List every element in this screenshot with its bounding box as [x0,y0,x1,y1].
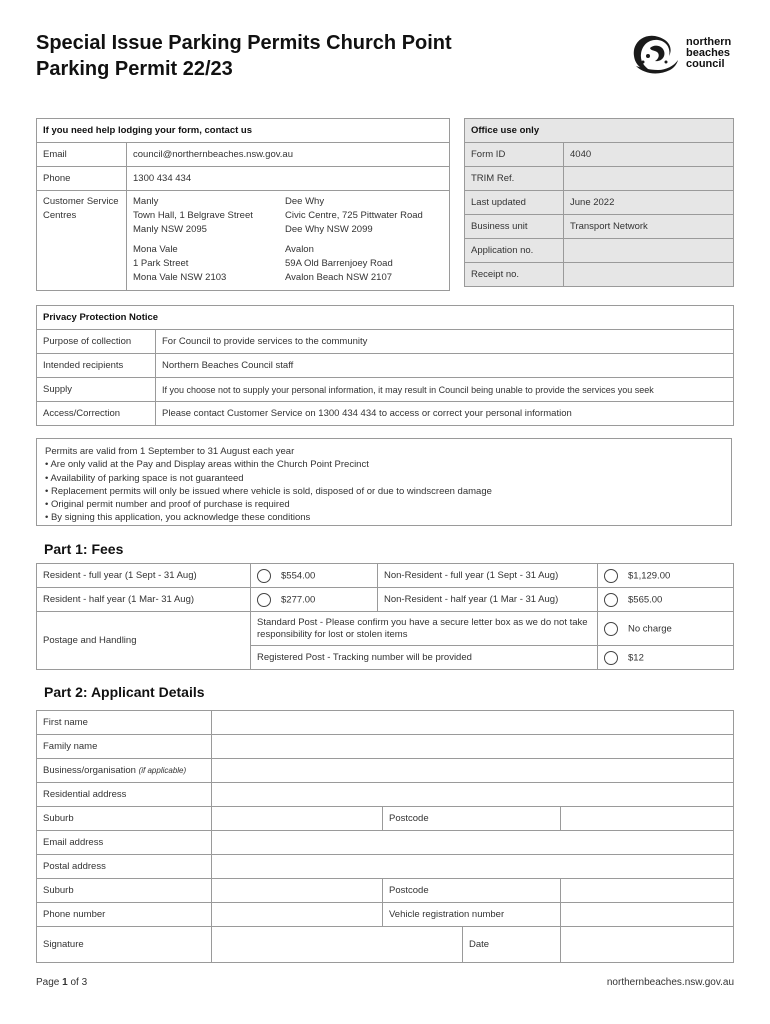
privacy-row-value: For Council to provide services to the community [156,330,734,354]
privacy-row-value: Northern Beaches Council staff [156,354,734,378]
contact-help-heading: If you need help lodging your form, contact us [37,119,450,143]
email-address-label: Email address [37,831,212,855]
receipt-no-label: Receipt no. [465,263,564,287]
business-unit-label: Business unit [465,215,564,239]
business-organisation-label: Business/organisation (if applicable) [37,759,212,783]
privacy-row-label: Access/Correction [37,402,156,426]
centre-mona-vale: Mona Vale 1 Park Street Mona Vale NSW 2103 [133,244,227,283]
condition-line: • Replacement permits will only be issued where vehicle is sold, disposed of or due to windscreen damage [45,485,492,497]
phone-number-label: Phone number [37,903,212,927]
family-name-label: Family name [37,735,212,759]
condition-line: • Are only valid at the Pay and Display areas within the Church Point Precinct [45,459,369,471]
council-email-link[interactable]: council@northernbeaches.nsw.gov.au [127,143,450,167]
council-emblem-icon [628,32,682,78]
date-field[interactable] [561,927,734,963]
privacy-row-label: Purpose of collection [37,330,156,354]
email-label: Email [37,143,127,167]
postal-postcode-label: Postcode [383,879,561,903]
form-id-value: 4040 [564,143,734,167]
application-no-label: Application no. [465,239,564,263]
postal-suburb-label: Suburb [37,879,212,903]
standard-post-price: No charge [628,623,672,634]
email-address-field[interactable] [212,831,734,855]
residential-postcode-field[interactable] [561,807,734,831]
signature-field[interactable] [212,927,463,963]
office-use-heading: Office use only [465,119,734,143]
centre-dee-why: Dee Why Civic Centre, 725 Pittwater Road Dee Why NSW 2099 [285,196,423,235]
residential-suburb-field[interactable] [212,807,383,831]
vehicle-registration-label: Vehicle registration number [383,903,561,927]
registered-post-label: Registered Post - Tracking number will be provided [251,646,598,670]
applicant-details-table [36,710,734,963]
privacy-row-value: Please contact Customer Service on 1300 434 434 to access or correct your personal information [156,402,734,426]
family-name-field[interactable] [212,735,734,759]
resident-half-year-price: $277.00 [281,594,316,605]
condition-line: • Original permit number and proof of purchase is required [45,499,290,511]
resident-full-year-option[interactable] [251,564,378,588]
postage-handling-label: Postage and Handling [37,612,251,670]
customer-service-centres-label: Customer Service Centres [37,191,127,291]
first-name-field[interactable] [212,711,734,735]
trim-ref-value [564,167,734,191]
registered-post-option[interactable] [598,646,734,670]
resident-full-year-label: Resident - full year (1 Sept - 31 Aug) [37,564,251,588]
council-logo [628,32,738,78]
phone-number-field[interactable] [212,903,383,927]
privacy-notice-table [36,305,734,426]
postal-address-label: Postal address [37,855,212,879]
page-indicator: Page 1 of 3 [36,977,88,988]
registered-post-price: $12 [628,652,644,663]
last-updated-value: June 2022 [564,191,734,215]
title-line-1: Special Issue Parking Permits Church Point [36,32,452,54]
phone-label: Phone [37,167,127,191]
resident-full-year-radio[interactable] [257,569,271,583]
nonresident-full-year-price: $1,129.00 [628,570,671,581]
business-organisation-field[interactable] [212,759,734,783]
nonresident-full-year-radio[interactable] [604,569,618,583]
permit-conditions [36,438,732,526]
current-page-number: 1 [62,977,68,988]
privacy-notice-heading: Privacy Protection Notice [37,306,734,330]
fees-table [36,563,734,670]
signature-label: Signature [37,927,212,963]
postal-suburb-field[interactable] [212,879,383,903]
council-logo-text: northern beaches council [686,36,732,70]
postal-address-field[interactable] [212,855,734,879]
application-no-value [564,239,734,263]
privacy-row-label: Supply [37,378,156,402]
vehicle-registration-field[interactable] [561,903,734,927]
receipt-no-value [564,263,734,287]
centre-avalon: Avalon 59A Old Barrenjoey Road Avalon Beach NSW 2107 [285,244,393,283]
condition-line: • Availability of parking space is not guaranteed [45,472,244,484]
privacy-row-value: If you choose not to supply your personal information, it may result in Council being unable to provide the services you seek [156,378,734,402]
resident-half-year-radio[interactable] [257,593,271,607]
business-unit-value: Transport Network [564,215,734,239]
residential-suburb-label: Suburb [37,807,212,831]
residential-address-field[interactable] [212,783,734,807]
nonresident-half-year-label: Non-Resident - half year (1 Mar - 31 Aug) [378,588,598,612]
form-id-label: Form ID [465,143,564,167]
last-updated-label: Last updated [465,191,564,215]
council-phone-number: 1300 434 434 [127,167,450,191]
residential-address-label: Residential address [37,783,212,807]
page-title [36,30,556,82]
nonresident-full-year-option[interactable] [598,564,734,588]
title-line-2: Parking Permit 22/23 [36,58,233,80]
condition-line: • By signing this application, you acknowledge these conditions [45,512,311,524]
postal-postcode-field[interactable] [561,879,734,903]
resident-half-year-label: Resident - half year (1 Mar- 31 Aug) [37,588,251,612]
standard-post-radio[interactable] [604,622,618,636]
privacy-row-label: Intended recipients [37,354,156,378]
nonresident-half-year-option[interactable] [598,588,734,612]
nonresident-half-year-radio[interactable] [604,593,618,607]
registered-post-radio[interactable] [604,651,618,665]
customer-service-centres [127,191,450,291]
date-label: Date [463,927,561,963]
first-name-label: First name [37,711,212,735]
resident-full-year-price: $554.00 [281,570,316,581]
nonresident-full-year-label: Non-Resident - full year (1 Sept - 31 Aug) [378,564,598,588]
centre-manly: Manly Town Hall, 1 Belgrave Street Manly NSW 2095 [133,196,253,235]
contact-help-table [36,118,450,291]
standard-post-label: Standard Post - Please confirm you have a secure letter box as we do not take responsibility for lost or stolen items [251,612,598,646]
office-use-table [464,118,734,287]
resident-half-year-option[interactable] [251,588,378,612]
standard-post-option[interactable] [598,612,734,646]
residential-postcode-label: Postcode [383,807,561,831]
if-applicable-note: (if applicable) [138,766,187,775]
fees-heading: Part 1: Fees [44,541,124,557]
condition-line: Permits are valid from 1 September to 31 August each year [45,446,295,457]
applicant-details-heading: Part 2: Applicant Details [44,684,205,700]
nonresident-half-year-price: $565.00 [628,594,663,605]
council-website-link[interactable]: northernbeaches.nsw.gov.au [606,977,734,988]
trim-ref-label: TRIM Ref. [465,167,564,191]
